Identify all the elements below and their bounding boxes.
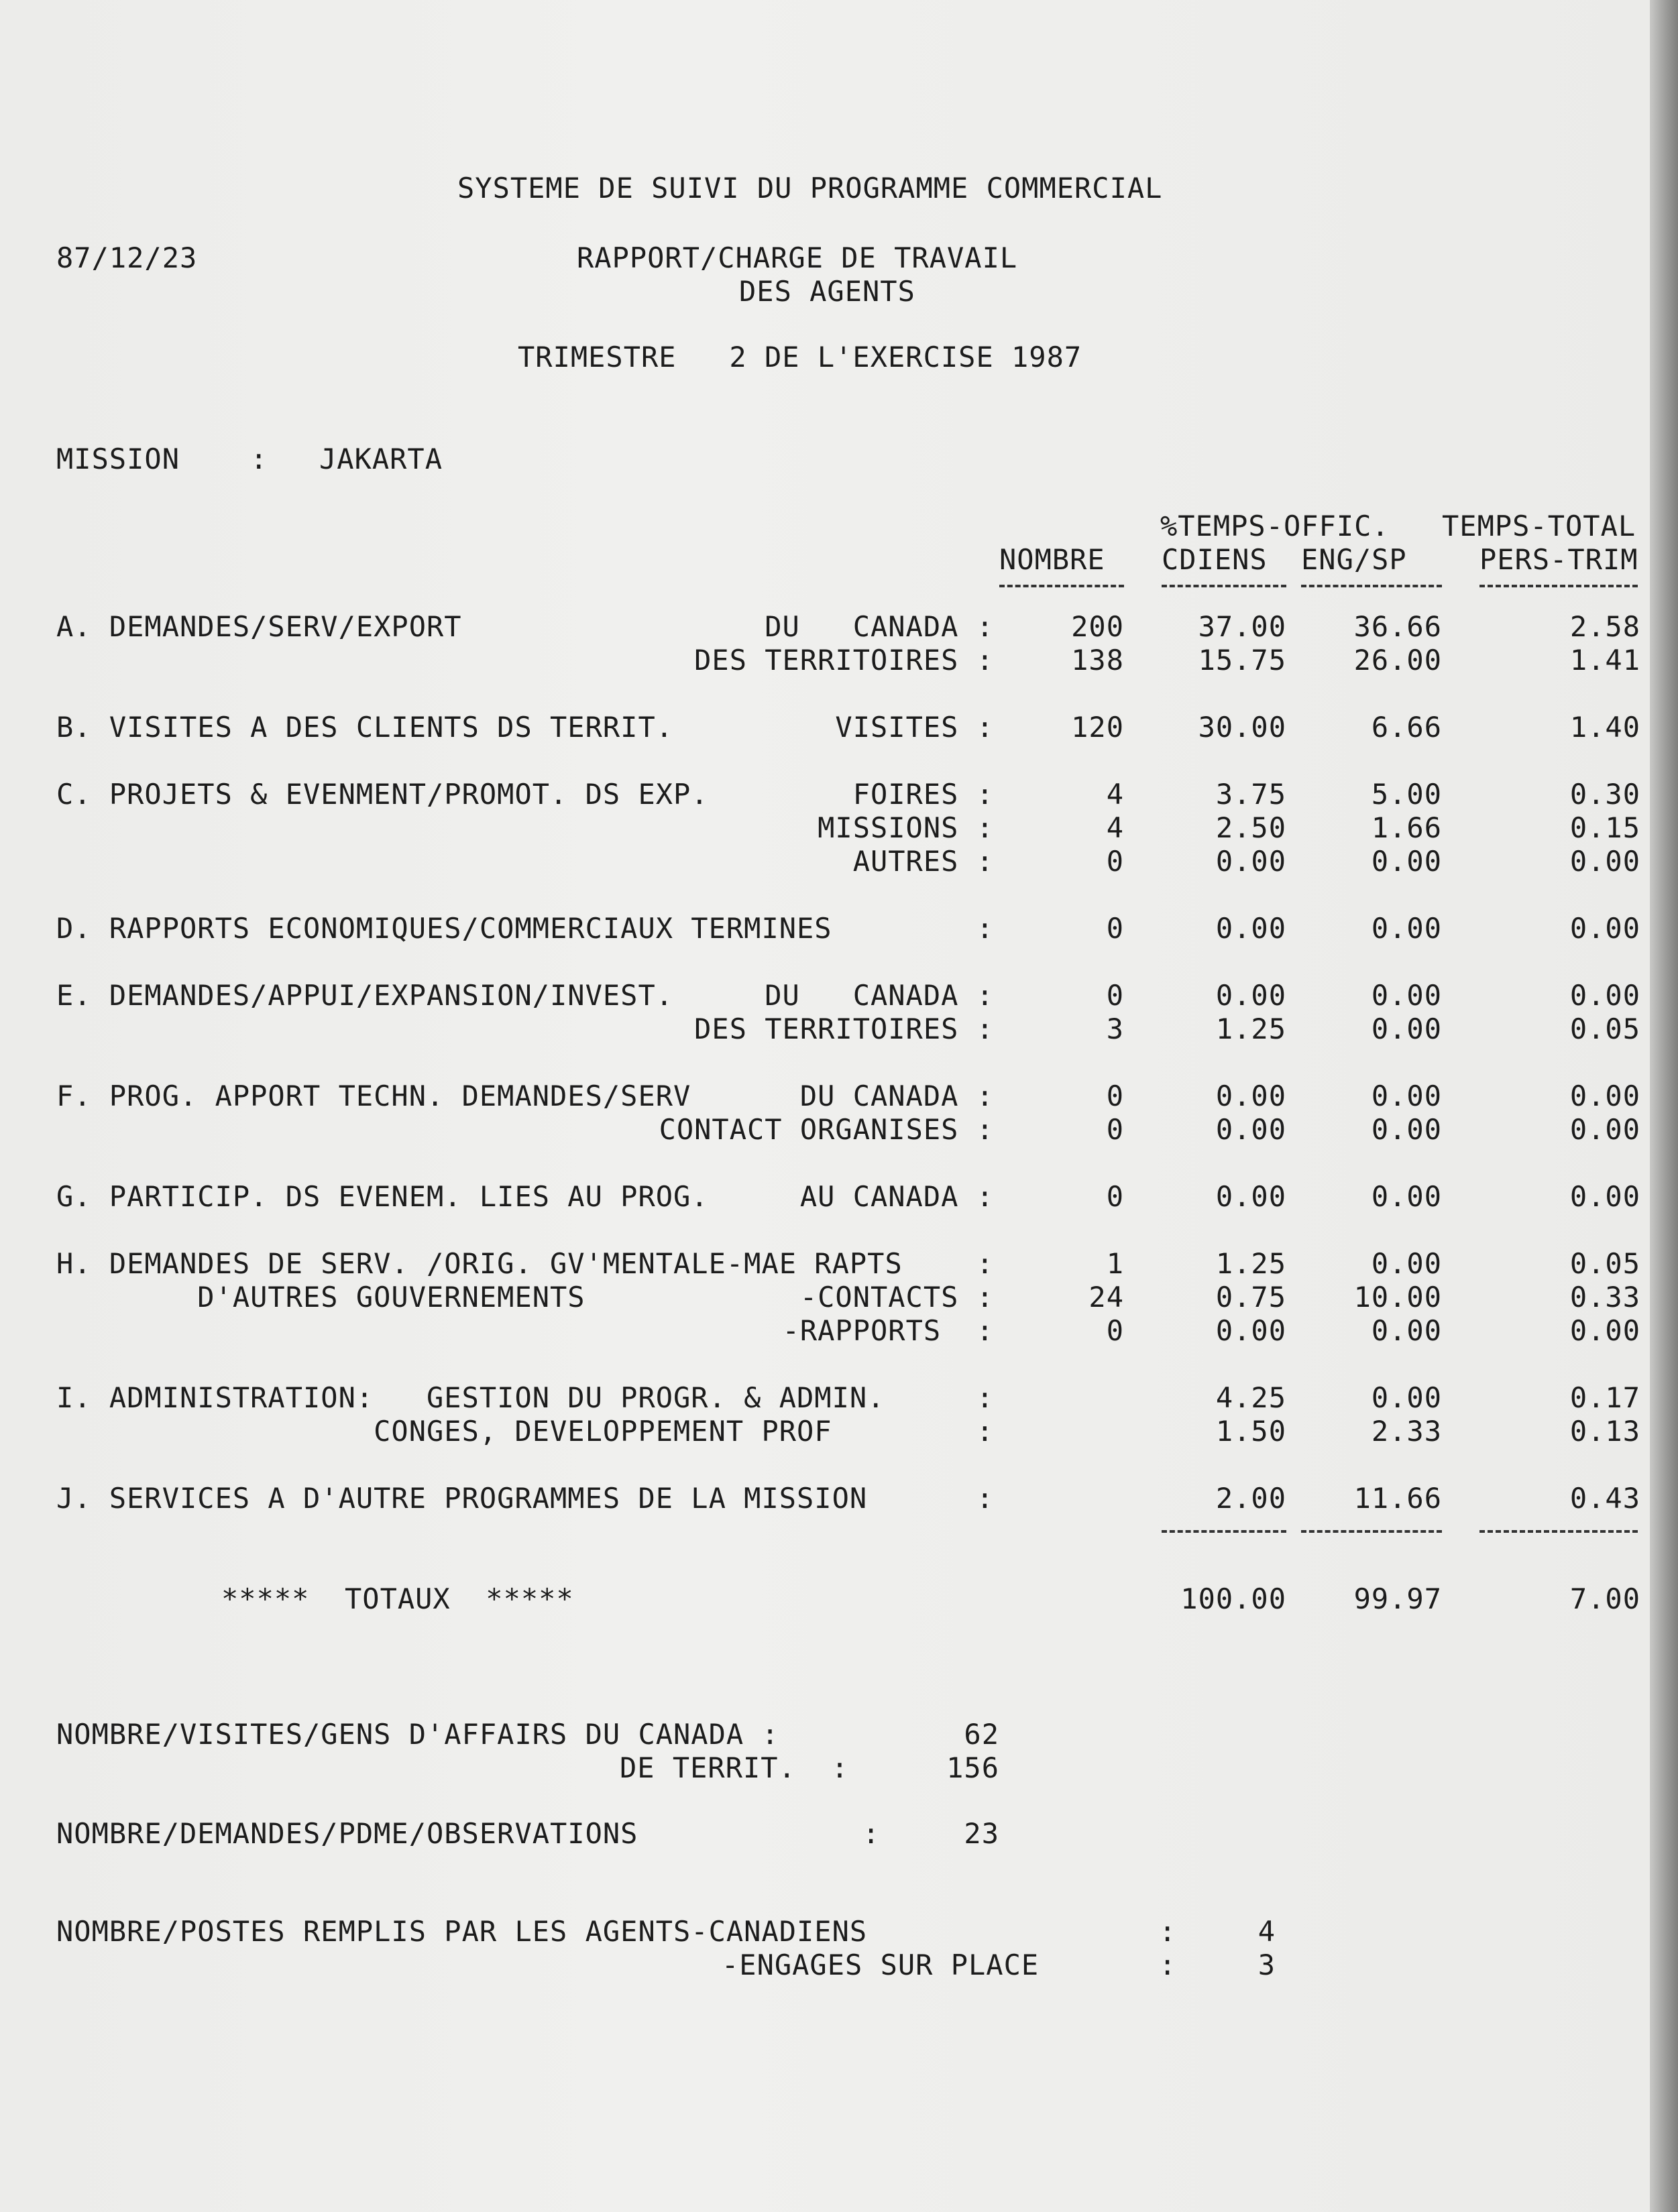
row-label: I. ADMINISTRATION: GESTION DU PROGR. & ADMIN. <box>56 1381 885 1414</box>
demandes-label: NOMBRE/DEMANDES/PDME/OBSERVATIONS <box>56 1817 638 1850</box>
row-perstrim: 0.00 <box>1569 979 1640 1012</box>
row-engsp: 0.00 <box>1371 1314 1442 1347</box>
row-cdiens: 0.00 <box>1215 1314 1286 1347</box>
header-separator-nombre <box>999 585 1124 587</box>
postes-esp-value: 3 <box>1257 1948 1276 1981</box>
column-header-engsp: ENG/SP <box>1301 543 1407 576</box>
row-cdiens: 4.25 <box>1215 1381 1286 1414</box>
column-header-perstrim: PERS-TRIM <box>1479 543 1638 576</box>
row-nombre: 200 <box>1071 610 1124 643</box>
row-cdiens: 3.75 <box>1215 778 1286 811</box>
row-perstrim: 0.05 <box>1569 1247 1640 1280</box>
row-nombre: 138 <box>1071 644 1124 677</box>
row-perstrim: 1.41 <box>1569 644 1640 677</box>
column-header-nombre: NOMBRE <box>999 543 1105 576</box>
column-header-cdiens: CDIENS <box>1162 543 1268 576</box>
row-sublabel: FOIRES : <box>852 778 994 811</box>
row-engsp: 0.00 <box>1371 1080 1442 1112</box>
totals-perstrim: 7.00 <box>1569 1582 1640 1615</box>
row-sublabel: : <box>976 1415 994 1448</box>
row-cdiens: 0.00 <box>1215 979 1286 1012</box>
row-cdiens: 0.00 <box>1215 1180 1286 1213</box>
row-nombre: 0 <box>1106 1080 1124 1112</box>
row-nombre: 4 <box>1106 778 1124 811</box>
row-perstrim: 0.05 <box>1569 1012 1640 1045</box>
row-perstrim: 0.33 <box>1569 1281 1640 1314</box>
row-engsp: 0.00 <box>1371 979 1442 1012</box>
row-perstrim: 0.13 <box>1569 1415 1640 1448</box>
page-edge-shadow <box>1650 0 1678 2212</box>
totals-separator-cdiens <box>1162 1530 1286 1533</box>
row-nombre: 1 <box>1106 1247 1124 1280</box>
row-sublabel: : <box>976 1381 994 1414</box>
row-nombre: 4 <box>1106 811 1124 844</box>
row-nombre: 24 <box>1088 1281 1124 1314</box>
report-title-line-1: RAPPORT/CHARGE DE TRAVAIL <box>577 241 1018 274</box>
row-nombre: 120 <box>1071 711 1124 744</box>
report-date: 87/12/23 <box>56 241 198 274</box>
row-sublabel: : <box>976 912 994 945</box>
row-sublabel: DU CANADA : <box>799 1080 994 1112</box>
row-nombre: 3 <box>1106 1012 1124 1045</box>
row-nombre: 0 <box>1106 912 1124 945</box>
row-sublabel: CONTACT ORGANISES : <box>659 1113 994 1146</box>
row-engsp: 0.00 <box>1371 845 1442 878</box>
row-engsp: 5.00 <box>1371 778 1442 811</box>
header-separator-cdiens <box>1162 585 1286 587</box>
row-sublabel: AUTRES : <box>852 845 994 878</box>
totals-cdiens: 100.00 <box>1180 1582 1286 1615</box>
totals-engsp: 99.97 <box>1353 1582 1442 1615</box>
row-nombre: 0 <box>1106 845 1124 878</box>
row-cdiens: 1.25 <box>1215 1012 1286 1045</box>
row-perstrim: 0.00 <box>1569 845 1640 878</box>
totals-label: ***** TOTAUX ***** <box>221 1582 574 1615</box>
row-label: C. PROJETS & EVENMENT/PROMOT. DS EXP. <box>56 778 709 811</box>
row-nombre: 0 <box>1106 1113 1124 1146</box>
row-perstrim: 2.58 <box>1569 610 1640 643</box>
row-label: A. DEMANDES/SERV/EXPORT <box>56 610 462 643</box>
column-group-temps-total: TEMPS-TOTAL <box>1442 510 1636 542</box>
row-sublabel: DU CANADA : <box>765 610 994 643</box>
row-sublabel: DES TERRITOIRES : <box>694 644 994 677</box>
row-label: F. PROG. APPORT TECHN. DEMANDES/SERV <box>56 1080 691 1112</box>
report-title-line-2: DES AGENTS <box>739 275 915 308</box>
row-perstrim: 0.00 <box>1569 912 1640 945</box>
row-engsp: 36.66 <box>1353 610 1442 643</box>
row-perstrim: 0.15 <box>1569 811 1640 844</box>
row-sublabel: AU CANADA : <box>799 1180 994 1213</box>
row-engsp: 0.00 <box>1371 1247 1442 1280</box>
row-engsp: 10.00 <box>1353 1281 1442 1314</box>
demandes-value: 23 <box>964 1817 999 1850</box>
row-perstrim: 0.00 <box>1569 1314 1640 1347</box>
row-label: B. VISITES A DES CLIENTS DS TERRIT. <box>56 711 674 744</box>
header-separator-perstrim <box>1479 585 1638 587</box>
mission-label: MISSION : <box>56 443 268 475</box>
visits-canada-value: 62 <box>964 1718 999 1751</box>
row-sublabel: DES TERRITOIRES : <box>694 1012 994 1045</box>
row-engsp: 26.00 <box>1353 644 1442 677</box>
visits-territories-value: 156 <box>946 1751 999 1784</box>
row-sublabel: : <box>976 1482 994 1515</box>
demandes-colon: : <box>862 1817 881 1850</box>
row-perstrim: 0.00 <box>1569 1080 1640 1112</box>
row-perstrim: 0.00 <box>1569 1113 1640 1146</box>
row-label: CONGES, DEVELOPPEMENT PROF <box>56 1415 832 1448</box>
row-engsp: 0.00 <box>1371 1113 1442 1146</box>
row-perstrim: 0.00 <box>1569 1180 1640 1213</box>
row-cdiens: 0.75 <box>1215 1281 1286 1314</box>
row-engsp: 11.66 <box>1353 1482 1442 1515</box>
header-separator-engsp <box>1301 585 1442 587</box>
row-sublabel: DU CANADA : <box>765 979 994 1012</box>
row-cdiens: 30.00 <box>1198 711 1286 744</box>
quarter-line: TRIMESTRE 2 DE L'EXERCISE 1987 <box>518 341 1082 373</box>
postes-canadiens-colon: : <box>1159 1915 1177 1948</box>
row-label: D. RAPPORTS ECONOMIQUES/COMMERCIAUX TERMINES <box>56 912 832 945</box>
visits-territories-label: DE TERRIT. : <box>620 1751 849 1784</box>
postes-canadiens-label: NOMBRE/POSTES REMPLIS PAR LES AGENTS-CANADIENS <box>56 1915 868 1948</box>
postes-esp-colon: : <box>1159 1948 1177 1981</box>
row-sublabel: VISITES : <box>835 711 994 744</box>
row-engsp: 0.00 <box>1371 1381 1442 1414</box>
column-group-temps-offic: %TEMPS-OFFIC. <box>1160 510 1390 542</box>
row-nombre: 0 <box>1106 1314 1124 1347</box>
system-title: SYSTEME DE SUIVI DU PROGRAMME COMMERCIAL <box>457 172 1163 205</box>
row-perstrim: 0.30 <box>1569 778 1640 811</box>
row-sublabel: -RAPPORTS : <box>782 1314 994 1347</box>
totals-separator-perstrim <box>1479 1530 1638 1533</box>
row-engsp: 0.00 <box>1371 1012 1442 1045</box>
row-sublabel: MISSIONS : <box>818 811 994 844</box>
totals-separator-engsp <box>1301 1530 1442 1533</box>
row-cdiens: 0.00 <box>1215 1113 1286 1146</box>
row-label: E. DEMANDES/APPUI/EXPANSION/INVEST. <box>56 979 674 1012</box>
row-engsp: 1.66 <box>1371 811 1442 844</box>
row-cdiens: 2.50 <box>1215 811 1286 844</box>
row-cdiens: 15.75 <box>1198 644 1286 677</box>
row-cdiens: 2.00 <box>1215 1482 1286 1515</box>
row-engsp: 0.00 <box>1371 1180 1442 1213</box>
visits-canada-label: NOMBRE/VISITES/GENS D'AFFAIRS DU CANADA : <box>56 1718 779 1751</box>
row-perstrim: 0.17 <box>1569 1381 1640 1414</box>
row-engsp: 6.66 <box>1371 711 1442 744</box>
row-label: H. DEMANDES DE SERV. /ORIG. GV'MENTALE-MAE RAPTS <box>56 1247 903 1280</box>
postes-canadiens-value: 4 <box>1257 1915 1276 1948</box>
mission-value: JAKARTA <box>319 443 443 475</box>
row-engsp: 0.00 <box>1371 912 1442 945</box>
row-engsp: 2.33 <box>1371 1415 1442 1448</box>
row-cdiens: 37.00 <box>1198 610 1286 643</box>
row-cdiens: 1.25 <box>1215 1247 1286 1280</box>
row-nombre: 0 <box>1106 1180 1124 1213</box>
row-label: G. PARTICIP. DS EVENEM. LIES AU PROG. <box>56 1180 709 1213</box>
row-cdiens: 0.00 <box>1215 1080 1286 1112</box>
row-cdiens: 1.50 <box>1215 1415 1286 1448</box>
row-sublabel: : <box>976 1247 994 1280</box>
row-nombre: 0 <box>1106 979 1124 1012</box>
row-sublabel: -CONTACTS : <box>799 1281 994 1314</box>
row-cdiens: 0.00 <box>1215 845 1286 878</box>
row-cdiens: 0.00 <box>1215 912 1286 945</box>
postes-esp-label: -ENGAGES SUR PLACE <box>722 1948 1040 1981</box>
row-perstrim: 1.40 <box>1569 711 1640 744</box>
row-label: J. SERVICES A D'AUTRE PROGRAMMES DE LA MISSION <box>56 1482 868 1515</box>
row-perstrim: 0.43 <box>1569 1482 1640 1515</box>
row-label: D'AUTRES GOUVERNEMENTS <box>56 1281 585 1314</box>
